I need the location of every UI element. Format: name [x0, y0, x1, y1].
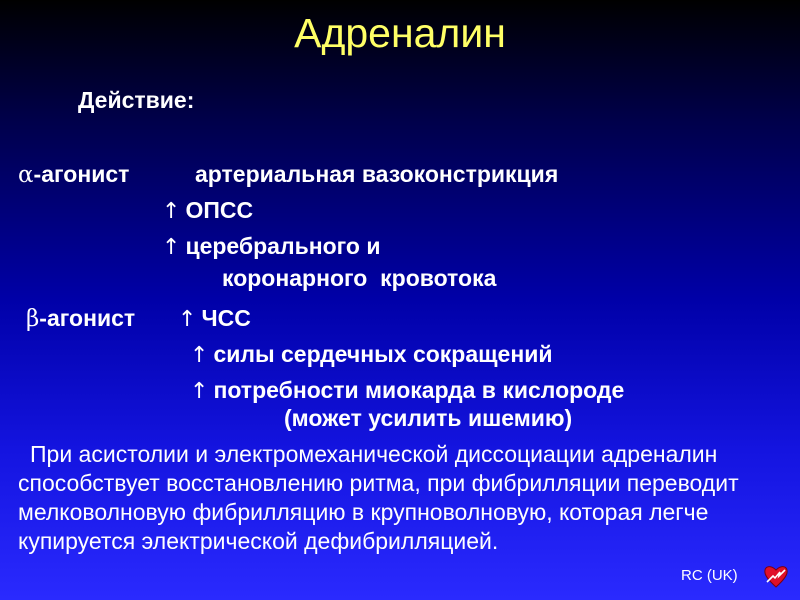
heart-logo-icon: [763, 563, 789, 589]
alpha-item-1: [162, 197, 253, 225]
beta-symbol: β: [26, 306, 40, 332]
alpha-effect: артериальная вазоконстрикция: [195, 161, 559, 187]
alpha-agonist-row: [18, 161, 129, 188]
beta-agonist-row: [26, 305, 135, 332]
body-paragraph-text: При асистолии и электромеханической диссоциации адреналин способствует восстановлению ритма, при фибрилляции переводит мелковолновую фибрилляцию в крупноволновую, которая легче купируется электрической дефибрилляцией.: [18, 441, 739, 554]
beta-item-3: [190, 377, 624, 405]
source-credit: RC (UK): [681, 567, 738, 584]
beta-item-2: [190, 341, 553, 369]
subtitle: Действие:: [78, 87, 195, 113]
alpha-item-1-text: ОПСС: [185, 197, 254, 223]
alpha-item-2-continuation: коронарного кровотока: [222, 265, 497, 291]
alpha-item-2-text: церебрального и: [185, 233, 381, 259]
beta-agonist-label: -агонист: [39, 305, 136, 331]
up-arrow-icon: ↑: [162, 235, 181, 260]
beta-item-3-text: потребности миокарда в кислороде: [213, 377, 625, 403]
alpha-item-2: [162, 233, 381, 261]
alpha-agonist-label: -агонист: [33, 161, 130, 187]
up-arrow-icon: ↑: [162, 199, 181, 224]
beta-item-1: [178, 305, 251, 333]
up-arrow-icon: ↑: [190, 343, 209, 368]
up-arrow-icon: ↑: [178, 307, 197, 332]
up-arrow-icon: ↑: [190, 379, 209, 404]
slide-title: Адреналин: [294, 10, 506, 56]
beta-item-1-text: ЧСС: [201, 305, 251, 331]
beta-item-2-text: силы сердечных сокращений: [213, 341, 553, 367]
beta-item-3-note: (может усилить ишемию): [284, 405, 573, 431]
body-paragraph: [18, 440, 796, 556]
alpha-symbol: α: [18, 162, 34, 188]
